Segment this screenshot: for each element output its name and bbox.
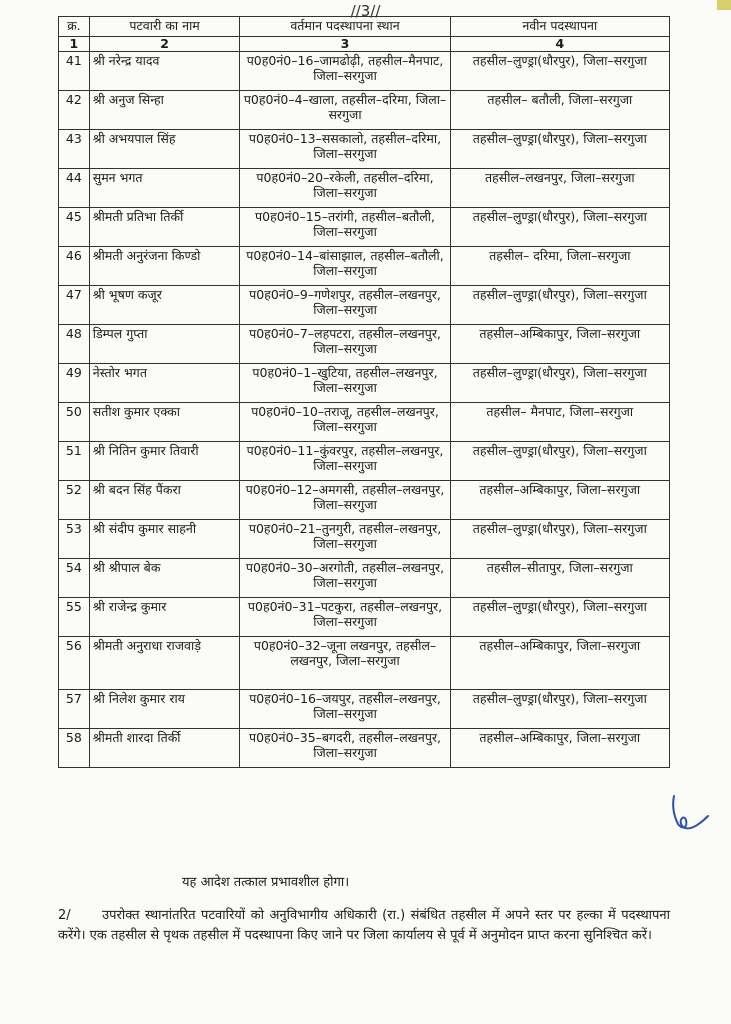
transfer-table	[58, 16, 670, 768]
table-row	[59, 403, 670, 442]
current-posting-cell: प0ह0नं0–11–कुंवरपुर, तहसील–लखनपुर, जिला–सरगुजा	[240, 442, 450, 481]
new-posting-cell: तहसील–अम्बिकापुर, जिला–सरगुजा	[450, 481, 669, 520]
patwari-name-cell: श्री श्रीपाल बेक	[89, 559, 240, 598]
serial-number-cell: 56	[59, 637, 90, 690]
patwari-name-cell: श्री भूषण कजूर	[89, 286, 240, 325]
serial-number-cell: 58	[59, 729, 90, 768]
serial-number-cell: 49	[59, 364, 90, 403]
new-posting-cell: तहसील– मैनपाट, जिला–सरगुजा	[450, 403, 669, 442]
serial-number-cell: 46	[59, 247, 90, 286]
new-posting-cell: तहसील– दरिमा, जिला–सरगुजा	[450, 247, 669, 286]
table-row	[59, 208, 670, 247]
current-posting-cell: प0ह0नं0–35–बगदरी, तहसील–लखनपुर, जिला–सरगुजा	[240, 729, 450, 768]
table-row	[59, 559, 670, 598]
current-posting-cell: प0ह0नं0–14–बांसाझाल, तहसील–बतौली, जिला–सरगुजा	[240, 247, 450, 286]
table-row	[59, 325, 670, 364]
paragraph-number: 2/	[58, 908, 71, 923]
table-row	[59, 690, 670, 729]
serial-number-cell: 47	[59, 286, 90, 325]
patwari-name-cell: श्री संदीप कुमार साहनी	[89, 520, 240, 559]
new-posting-cell: तहसील–लुण्ड्रा(धौरपुर), जिला–सरगुजा	[450, 286, 669, 325]
table-row	[59, 91, 670, 130]
serial-number-cell: 54	[59, 559, 90, 598]
serial-number-cell: 52	[59, 481, 90, 520]
header-patwari-name: पटवारी का नाम	[89, 17, 240, 37]
current-posting-cell: प0ह0नं0–10–तराजू, तहसील–लखनपुर, जिला–सरगुजा	[240, 403, 450, 442]
current-posting-cell: प0ह0नं0–30–अरगोती, तहसील–लखनपुर, जिला–सरगुजा	[240, 559, 450, 598]
serial-number-cell: 55	[59, 598, 90, 637]
patwari-name-cell: श्री अभयपाल सिंह	[89, 130, 240, 169]
effective-statement: यह आदेश तत्काल प्रभावशील होगा।	[182, 875, 350, 890]
current-posting-cell: प0ह0नं0–1–खुटिया, तहसील–लखनपुर, जिला–सरगुजा	[240, 364, 450, 403]
new-posting-cell: तहसील–अम्बिकापुर, जिला–सरगुजा	[450, 729, 669, 768]
patwari-name-cell: श्री राजेन्द्र कुमार	[89, 598, 240, 637]
serial-number-cell: 41	[59, 52, 90, 91]
current-posting-cell: प0ह0नं0–21–तुनगुरी, तहसील–लखनपुर, जिला–सरगुजा	[240, 520, 450, 559]
current-posting-cell: प0ह0नं0–9–गणेशपुर, तहसील–लखनपुर, जिला–सरगुजा	[240, 286, 450, 325]
current-posting-cell: प0ह0नं0–32–जूना लखनपुर, तहसील– लखनपुर, जिला–सरगुजा	[240, 637, 450, 690]
table-row	[59, 598, 670, 637]
new-posting-cell: तहसील– बतौली, जिला–सरगुजा	[450, 91, 669, 130]
new-posting-cell: तहसील–अम्बिकापुर, जिला–सरगुजा	[450, 637, 669, 690]
patwari-name-cell: श्री निलेश कुमार राय	[89, 690, 240, 729]
current-posting-cell: प0ह0नं0–16–जयपुर, तहसील–लखनपुर, जिला–सरगुजा	[240, 690, 450, 729]
serial-number-cell: 57	[59, 690, 90, 729]
column-number: 2	[89, 36, 240, 52]
header-serial: क्र.	[59, 17, 90, 37]
table-row	[59, 52, 670, 91]
current-posting-cell: प0ह0नं0–12–अमगसी, तहसील–लखनपुर, जिला–सरगुजा	[240, 481, 450, 520]
patwari-name-cell: डिम्पल गुप्ता	[89, 325, 240, 364]
current-posting-cell: प0ह0नं0–7–लहपटरा, तहसील–लखनपुर, जिला–सरगुजा	[240, 325, 450, 364]
current-posting-cell: प0ह0नं0–4–खाला, तहसील–दरिमा, जिला–सरगुजा	[240, 91, 450, 130]
serial-number-cell: 44	[59, 169, 90, 208]
new-posting-cell: तहसील–अम्बिकापुर, जिला–सरगुजा	[450, 325, 669, 364]
page-number: //3//	[350, 2, 381, 20]
current-posting-cell: प0ह0नं0–31–पटकुरा, तहसील–लखनपुर, जिला–सरगुजा	[240, 598, 450, 637]
table-row	[59, 520, 670, 559]
new-posting-cell: तहसील–लुण्ड्रा(धौरपुर), जिला–सरगुजा	[450, 442, 669, 481]
new-posting-cell: तहसील–लखनपुर, जिला–सरगुजा	[450, 169, 669, 208]
header-current-posting: वर्तमान पदस्थापना स्थान	[240, 17, 450, 37]
current-posting-cell: प0ह0नं0–13–ससकालो, तहसील–दरिमा, जिला–सरगुजा	[240, 130, 450, 169]
header-new-posting: नवीन पदस्थापना	[450, 17, 669, 37]
new-posting-cell: तहसील–लुण्ड्रा(धौरपुर), जिला–सरगुजा	[450, 130, 669, 169]
table-row	[59, 442, 670, 481]
serial-number-cell: 53	[59, 520, 90, 559]
patwari-name-cell: श्रीमती अनुराधा राजवाड़े	[89, 637, 240, 690]
table-header-row	[59, 17, 670, 37]
patwari-name-cell: श्री अनुज सिन्हा	[89, 91, 240, 130]
paragraph-text: उपरोक्त स्थानांतरित पटवारियों को अनुविभागीय अधिकारी (रा.) संबंधित तहसील में अपने स्तर पर हल्का में पदस्थापना करेंगे। एक तहसील से पृथक तहसील में पदस्थापना किए जाने पर जिला कार्यालय से पूर्व में अनुमोदन प्राप्त करना सुनिश्चित करें।	[58, 908, 670, 943]
table-row	[59, 364, 670, 403]
new-posting-cell: तहसील–लुण्ड्रा(धौरपुर), जिला–सरगुजा	[450, 598, 669, 637]
table-row	[59, 247, 670, 286]
current-posting-cell: प0ह0नं0–15–तरांगी, तहसील–बतौली, जिला–सरगुजा	[240, 208, 450, 247]
serial-number-cell: 51	[59, 442, 90, 481]
instruction-paragraph	[58, 906, 670, 946]
new-posting-cell: तहसील–लुण्ड्रा(धौरपुर), जिला–सरगुजा	[450, 364, 669, 403]
table-column-number-row	[59, 36, 670, 52]
new-posting-cell: तहसील–लुण्ड्रा(धौरपुर), जिला–सरगुजा	[450, 520, 669, 559]
patwari-name-cell: श्री बदन सिंह पैंकरा	[89, 481, 240, 520]
serial-number-cell: 45	[59, 208, 90, 247]
table-row	[59, 169, 670, 208]
new-posting-cell: तहसील–लुण्ड्रा(धौरपुर), जिला–सरगुजा	[450, 52, 669, 91]
serial-number-cell: 43	[59, 130, 90, 169]
patwari-name-cell: नेस्तोर भगत	[89, 364, 240, 403]
column-number: 1	[59, 36, 90, 52]
serial-number-cell: 48	[59, 325, 90, 364]
patwari-name-cell: श्रीमती प्रतिभा तिर्की	[89, 208, 240, 247]
table-row	[59, 481, 670, 520]
current-posting-cell: प0ह0नं0–20–रकेली, तहसील–दरिमा, जिला–सरगुजा	[240, 169, 450, 208]
patwari-name-cell: सुमन भगत	[89, 169, 240, 208]
patwari-name-cell: श्री नरेन्द्र यादव	[89, 52, 240, 91]
table-row	[59, 130, 670, 169]
current-posting-cell: प0ह0नं0–16–जामढोढ़ी, तहसील–मैनपाट, जिला–सरगुजा	[240, 52, 450, 91]
new-posting-cell: तहसील–लुण्ड्रा(धौरपुर), जिला–सरगुजा	[450, 208, 669, 247]
table-body	[59, 52, 670, 768]
column-number: 3	[240, 36, 450, 52]
serial-number-cell: 42	[59, 91, 90, 130]
serial-number-cell: 50	[59, 403, 90, 442]
patwari-name-cell: सतीश कुमार एक्का	[89, 403, 240, 442]
column-number: 4	[450, 36, 669, 52]
patwari-name-cell: श्रीमती अनुरंजना किण्डो	[89, 247, 240, 286]
new-posting-cell: तहसील–सीतापुर, जिला–सरगुजा	[450, 559, 669, 598]
patwari-name-cell: श्री नितिन कुमार तिवारी	[89, 442, 240, 481]
table-row	[59, 729, 670, 768]
patwari-name-cell: श्रीमती शारदा तिर्की	[89, 729, 240, 768]
signature-mark	[668, 790, 712, 836]
new-posting-cell: तहसील–लुण्ड्रा(धौरपुर), जिला–सरगुजा	[450, 690, 669, 729]
table-row	[59, 637, 670, 690]
table-row	[59, 286, 670, 325]
